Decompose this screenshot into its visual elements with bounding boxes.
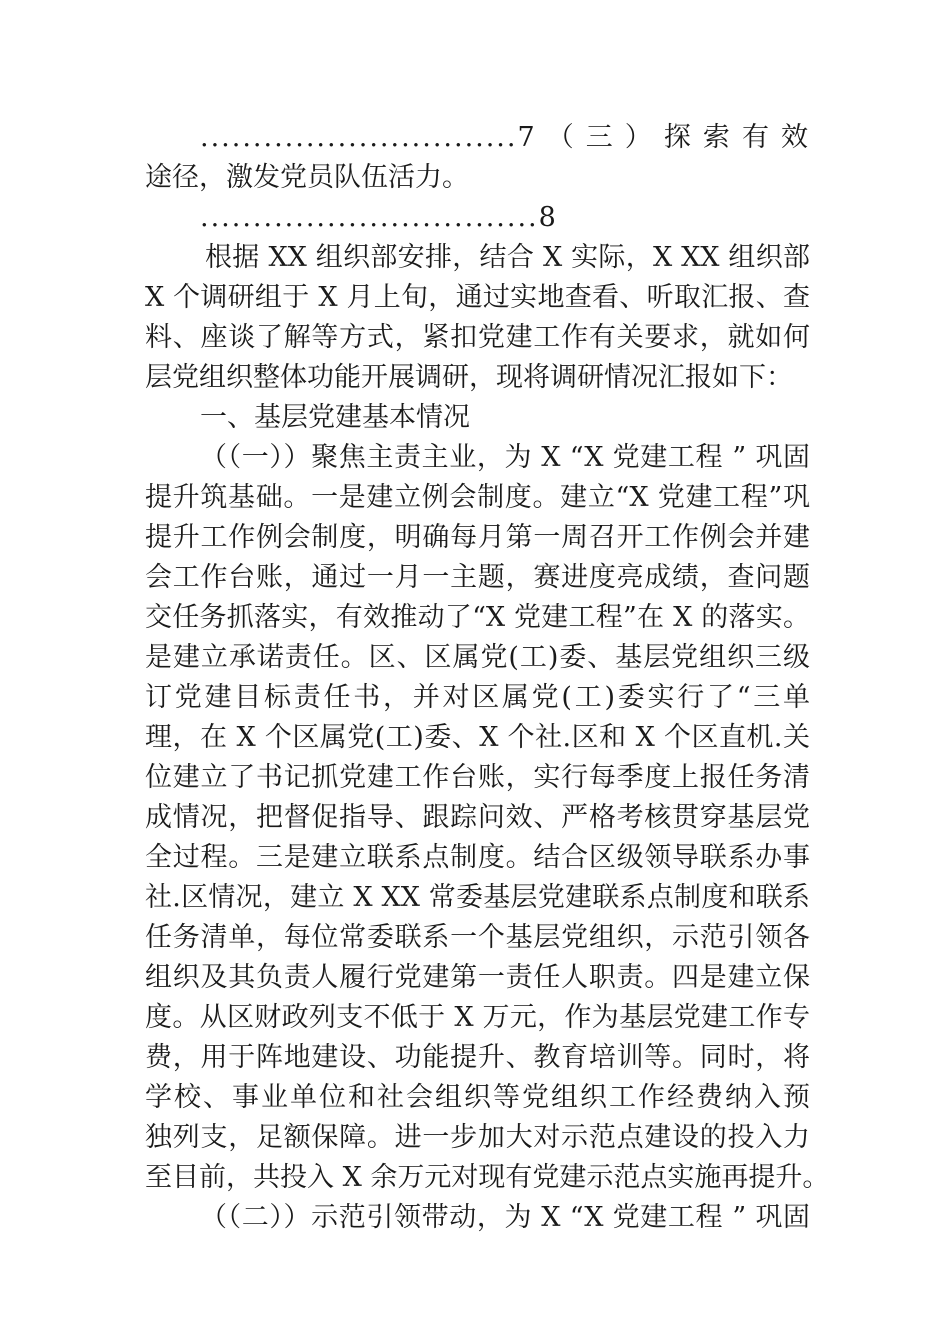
body-line-9: 会工作台账，通过一月一主题，赛进度亮成绩，查问题 xyxy=(145,562,810,593)
body-line-18: 任务清单，每位常委联系一个基层党组织，示范引领各 xyxy=(145,922,810,953)
body-line-13: 理，在 X 个区属党(工)委、X 个社.区和 X 个区直机.关 xyxy=(145,722,810,753)
toc-entry-line-2: 途径，激发党员队伍活力。 xyxy=(145,162,469,193)
body-line-1: 根据 XX 组织部安排，结合 X 实际，X XX 组织部 xyxy=(205,242,810,273)
body-line-22: 学校、事业单位和社会组织等党组织工作经费纳入预 xyxy=(145,1082,810,1113)
body-line-11: 是建立承诺责任。区、区属党(工)委、基层党组织三级 xyxy=(145,642,810,673)
toc-entry-line-1: ..............................7（三）探索有效 xyxy=(200,122,810,153)
body-line-7: 提升筑基础。一是建立例会制度。建立“X 党建工程”巩 xyxy=(145,482,810,513)
body-line-3: 料、座谈了解等方式，紧扣党建工作有关要求，就如何 xyxy=(145,322,810,353)
body-line-10: 交任务抓落实，有效推动了“X 党建工程”在 X 的落实。 xyxy=(145,602,810,633)
body-line-2: X 个调研组于 X 月上旬，通过实地查看、听取汇报、查 xyxy=(145,282,810,313)
body-line-21: 费，用于阵地建设、功能提升、教育培训等。同时，将 xyxy=(145,1042,810,1073)
body-line-23: 独列支，足额保障。进一步加大对示范点建设的投入力 xyxy=(145,1122,810,1153)
body-line-8: 提升工作例会制度，明确每月第一周召开工作例会并建 xyxy=(145,522,810,553)
subsection-heading-1: （（一））聚焦主责主业，为 X “X 党建工程 ” 巩固 xyxy=(200,442,810,473)
body-line-19: 组织及其负责人履行党建第一责任人职责。四是建立保 xyxy=(145,962,810,993)
body-line-16: 全过程。三是建立联系点制度。结合区级领导联系办事 xyxy=(145,842,810,873)
body-line-24: 至目前，共投入 X 余万元对现有党建示范点实施再提升。 xyxy=(145,1162,830,1193)
body-line-12: 订党建目标责任书，并对区属党(工)委实行了“三单 xyxy=(145,682,810,713)
body-line-20: 度。从区财政列支不低于 X 万元，作为基层党建工作专 xyxy=(145,1002,810,1033)
toc-entry-line-3: ................................8 xyxy=(200,202,558,233)
body-line-15: 成情况，把督促指导、跟踪问效、严格考核贯穿基层党 xyxy=(145,802,810,833)
body-line-17: 社.区情况，建立 X XX 常委基层党建联系点制度和联系 xyxy=(145,882,810,913)
body-line-4: 层党组织整体功能开展调研，现将调研情况汇报如下： xyxy=(145,362,793,393)
subsection-heading-2: （（二））示范引领带动，为 X “X 党建工程 ” 巩固 xyxy=(200,1202,810,1233)
body-line-14: 位建立了书记抓党建工作台账，实行每季度上报任务清 xyxy=(145,762,810,793)
section-heading: 一、基层党建基本情况 xyxy=(200,402,470,433)
